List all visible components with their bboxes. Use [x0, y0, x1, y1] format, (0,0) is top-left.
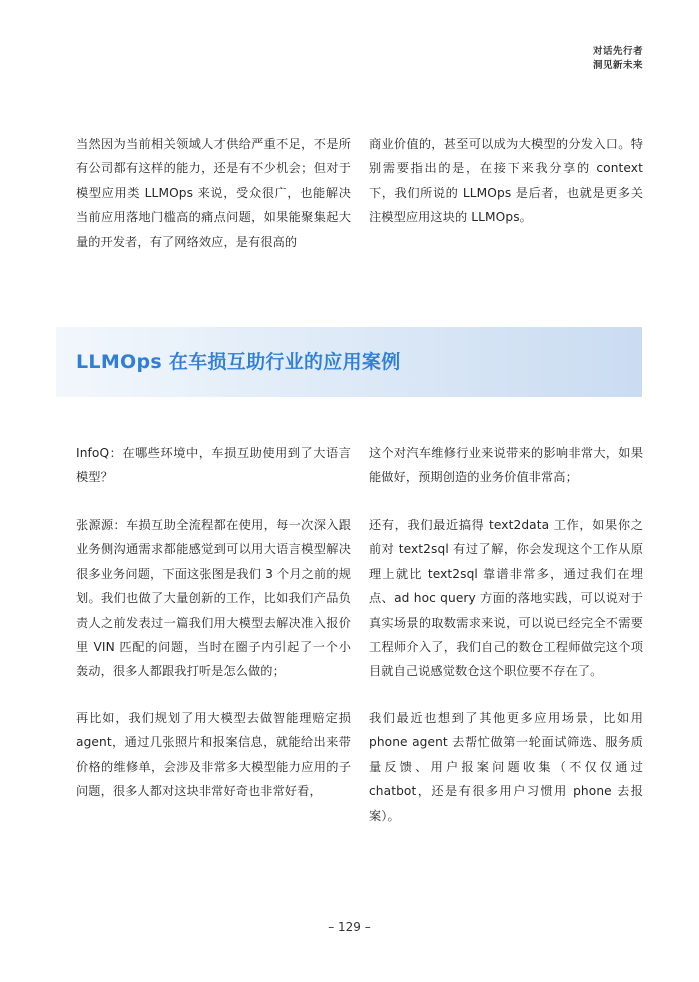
question-1-text: InfoQ：在哪些环境中，车损互助使用到了大语言模型？ [76, 446, 351, 485]
answer-2-right [369, 513, 643, 684]
answer-3-right [369, 706, 643, 828]
section-banner [56, 327, 642, 397]
answer-2-left [76, 513, 351, 684]
top-left-text: 当然因为当前相关领域人才供给严重不足，不是所有公司都有这样的能力，还是有不少机会；但对于模型应用类 LLMOps 来说，受众很广，也能解决当前应用落地门槛高的痛点问题，如果能聚集起大量的开发者，有了网络效应，是有很高的 [76, 137, 351, 249]
page-number: – 129 – [328, 920, 371, 934]
answer-1-right-text: 这个对汽车维修行业来说带来的影响非常大，如果能做好，预期创造的业务价值非常高； [369, 446, 643, 485]
top-left-paragraph [76, 132, 351, 254]
section-title: LLMOps 在车损互助行业的应用案例 [76, 351, 401, 373]
answer-2-left-text: 张源源：车损互助全流程都在使用，每一次深入跟业务侧沟通需求都能感觉到可以用大语言模型解决很多业务问题，下面这张图是我们 3 个月之前的规划。我们也做了大量创新的工作，比如我们产品负责人之前发表过一篇我们用大模型去解决准入报价里 VIN 匹配的问题，当时在圈子内引起了一个小轰动，很多人都跟我打听是怎么做的； [76, 518, 351, 679]
answer-1-right [369, 441, 643, 490]
header-tagline [593, 45, 643, 73]
header-tagline-line1: 对话先行者 [592, 46, 643, 57]
question-1 [76, 441, 351, 490]
top-right-text: 商业价值的，甚至可以成为大模型的分发入口。特别需要指出的是，在接下来我分享的 context 下，我们所说的 LLMOps 是后者，也就是更多关注模型应用这块的 LLMOps。 [369, 137, 643, 225]
answer-3-left-text: 再比如，我们规划了用大模型去做智能理赔定损 agent，通过几张照片和报案信息，就能给出来带价格的维修单，会涉及非常多大模型能力应用的子问题，很多人都对这块非常好奇也非常好看， [76, 711, 351, 799]
header-tagline-line2: 洞见新未来 [592, 60, 643, 71]
top-right-paragraph [369, 132, 643, 230]
answer-3-left [76, 706, 351, 804]
answer-3-right-text: 我们最近也想到了其他更多应用场景，比如用 phone agent 去帮忙做第一轮面试筛选、服务质量反馈、用户报案问题收集（不仅仅通过 chatbot，还是有很多用户习惯用 phone 去报案）。 [369, 711, 643, 823]
answer-2-right-text: 还有，我们最近搞得 text2data 工作，如果你之前对 text2sql 有过了解，你会发现这个工作从原理上就比 text2sql 靠谱非常多，通过我们在埋点、ad hoc query 方面的落地实践，可以说对于真实场景的取数需求来说，可以说已经完全不需要工程师介入了，我们自己的数仓工程师做完这个项目就自己说感觉数仓这个职位要不存在了。 [369, 518, 643, 679]
